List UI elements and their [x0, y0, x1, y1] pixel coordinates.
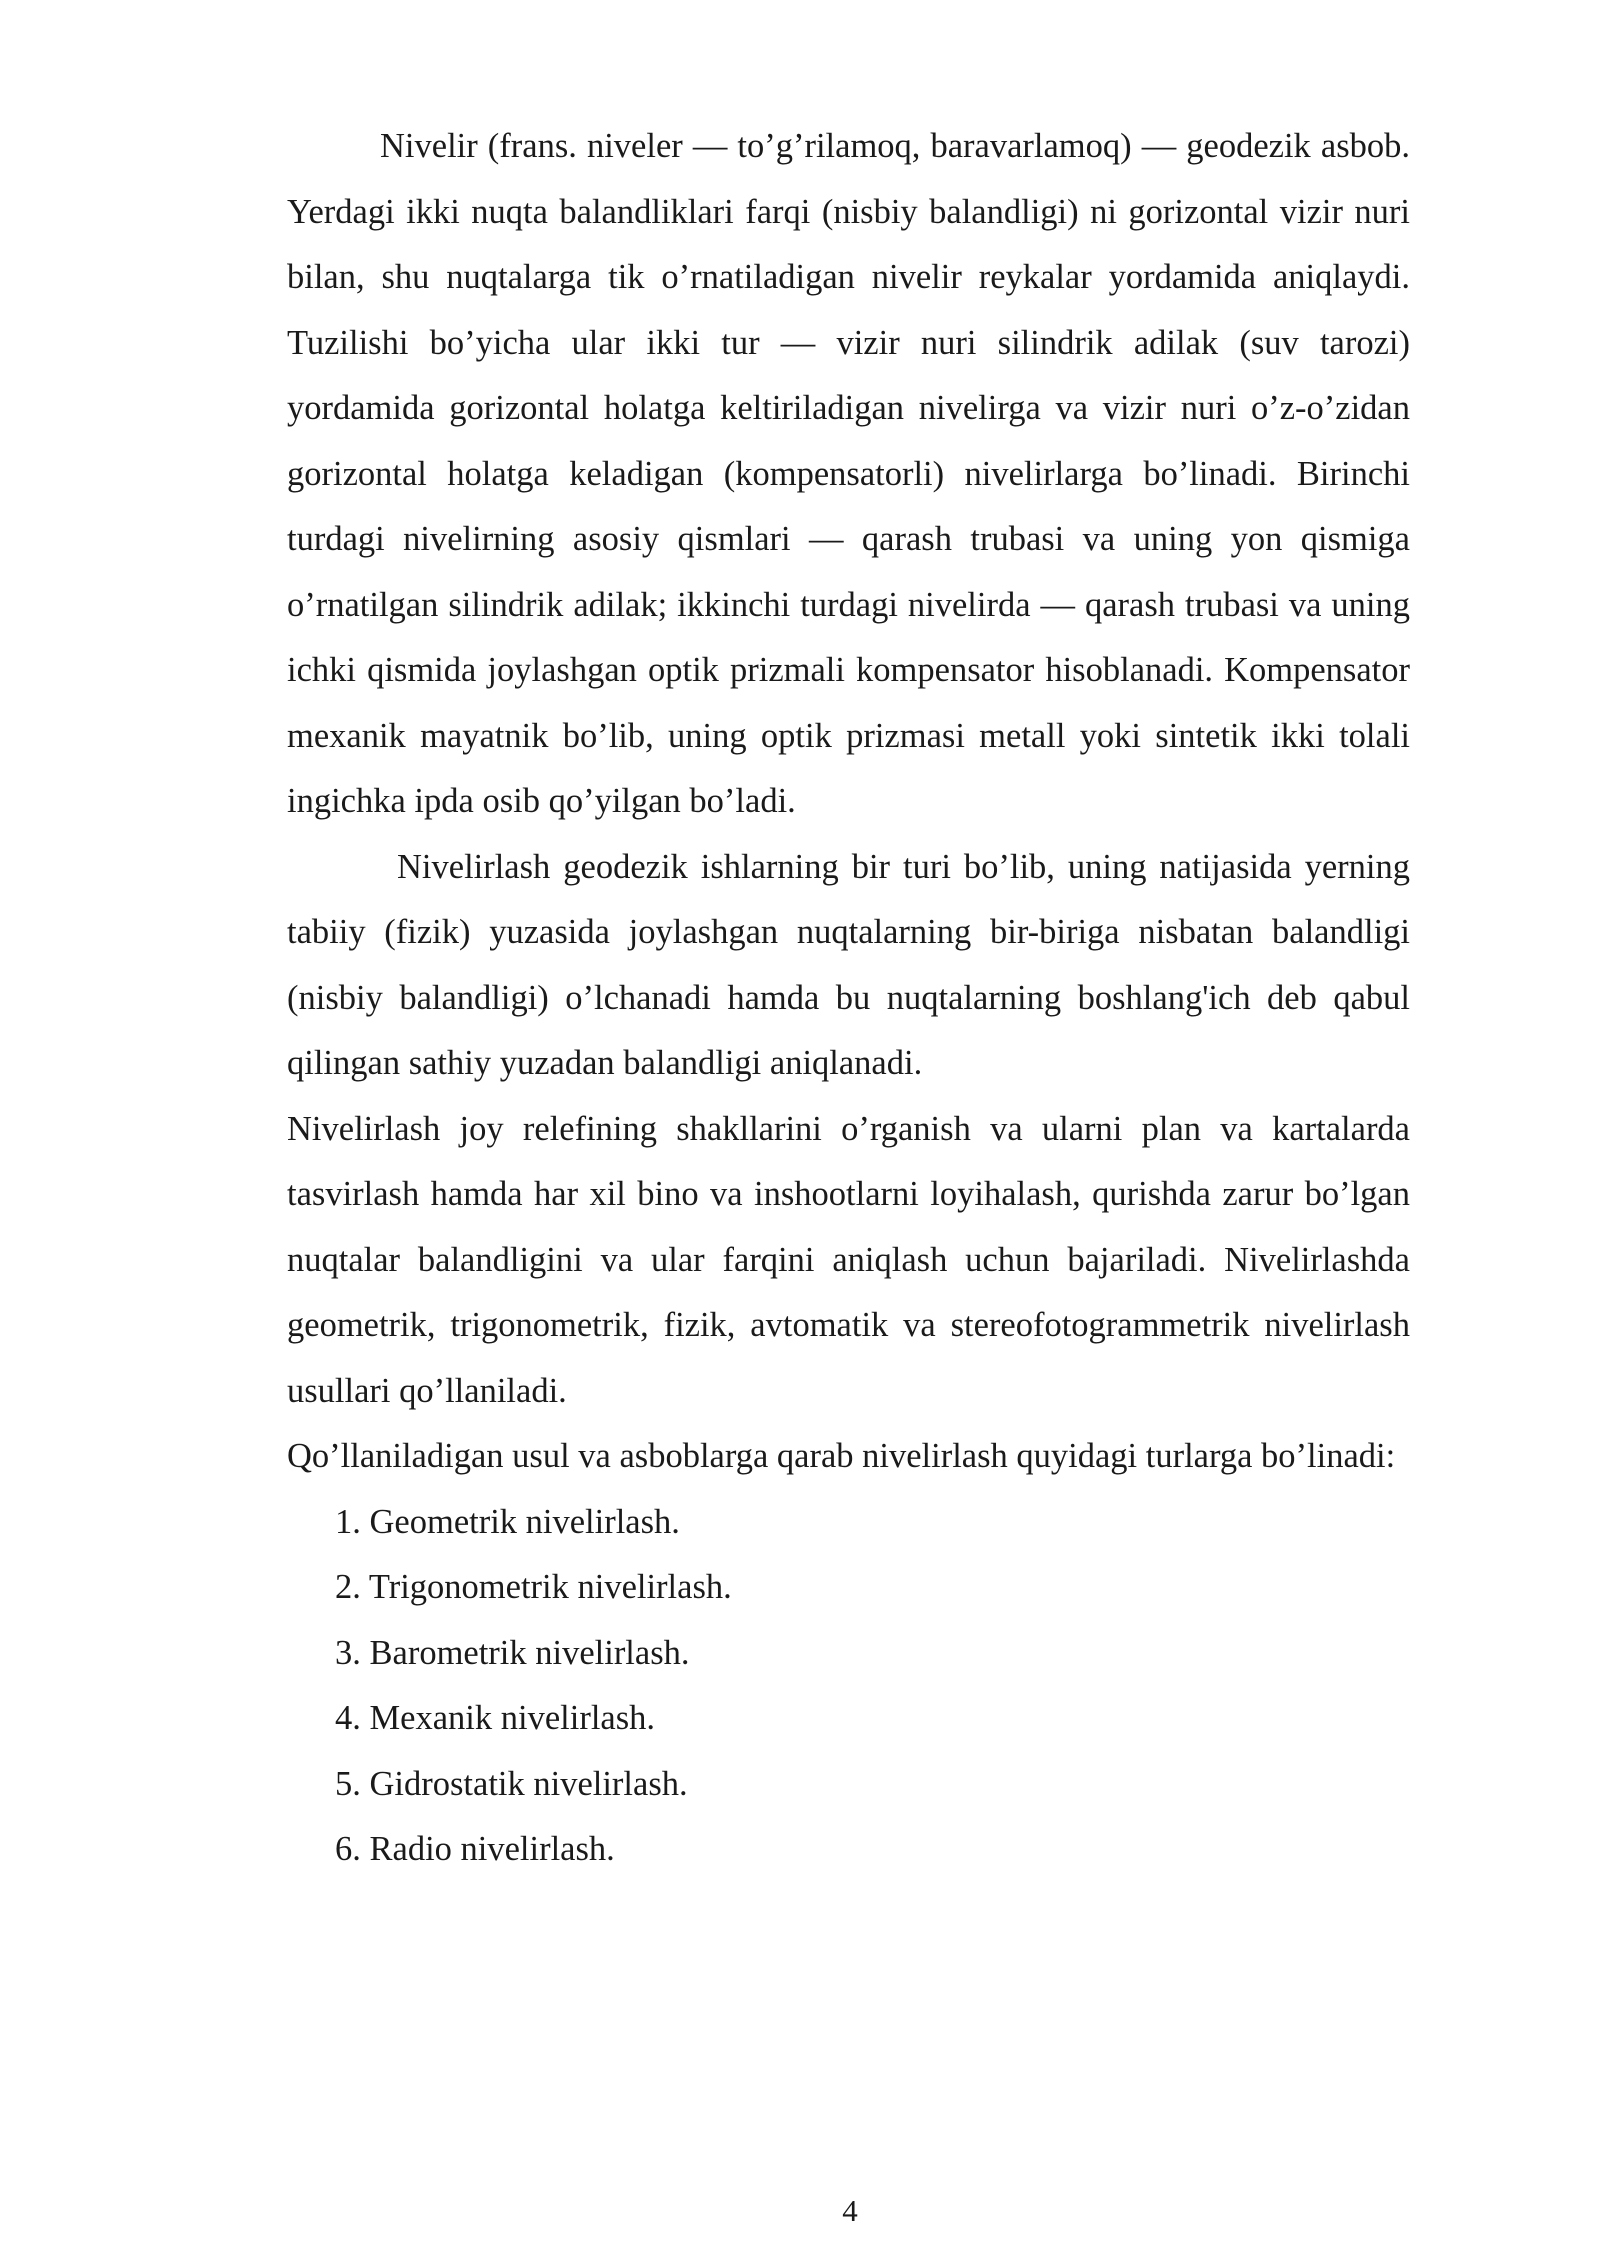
- paragraph-nivelirlash-purpose: Nivelirlash joy relefining shakllarini o’rganish va ularni plan va kartalarda tasvirlash hamda har xil bino va inshootlarni loyihalash, qurishda zarur bo’lgan nuqtalar balandligini va ular farqini aniqlash uchun bajariladi. Nivelirlashda geometrik, trigonometrik, fizik, avtomatik va stereofotogrammetrik nivelirlash usullari qo’llaniladi.: [287, 1109, 1410, 1410]
- list-item: 1. Geometrik nivelirlash.: [335, 1502, 680, 1541]
- types-list: [287, 1490, 1410, 1883]
- list-item: 6. Radio nivelirlash.: [335, 1830, 615, 1868]
- paragraph-types-intro: Qo’llaniladigan usul va asboblarga qarab nivelirlash quyidagi turlarga bo’linadi:: [287, 1437, 1396, 1475]
- list-item: 2. Trigonometrik nivelirlash.: [335, 1568, 732, 1606]
- page-body: [287, 114, 1410, 1883]
- list-item: 5. Gidrostatik nivelirlash.: [335, 1764, 688, 1803]
- paragraph-nivelir-definition: Nivelir (frans. niveler — to’g’rilamoq, baravarlamoq) — geodezik asbob. Yerdagi ikki nuqta balandliklari farqi (nisbiy balandligi) ni gorizontal vizir nuri bilan, shu nuqtalarga tik o’rnatiladigan nivelir reykalar yordamida aniqlaydi. Tuzilishi bo’yicha ular ikki tur — vizir nuri silindrik adilak (suv tarozi) yordamida gorizontal holatga keltiriladigan nivelirga va vizir nuri o’z-o’zidan gorizontal holatga keladigan (kompensatorli) nivelirlarga bo’linadi. Birinchi turdagi nivelirning asosiy qismlari — qarash trubasi va uning yon qismiga o’rnatilgan silindrik adilak; ikkinchi turdagi nivelirda — qarash trubasi va uning ichki qismida joylashgan optik prizmali kompensator hisoblanadi. Kompensator mexanik mayatnik bo’lib, uning optik prizmasi metall yoki sintetik ikki tolali ingichka ipda osib qo’yilgan bo’ladi.: [287, 127, 1410, 820]
- paragraph-nivelirlash-definition: Nivelirlash geodezik ishlarning bir turi bo’lib, uning natijasida yerning tabiiy (fizik) yuzasida joylashgan nuqtalarning bir-biriga nisbatan balandligi (nisbiy balandligi) o’lchanadi hamda bu nuqtalarning boshlang'ich deb qabul qilingan sathiy yuzadan balandligi aniqlanadi.: [287, 847, 1410, 1082]
- list-item: 4. Mexanik nivelirlash.: [335, 1699, 656, 1737]
- list-item: 3. Barometrik nivelirlash.: [335, 1633, 690, 1672]
- page-number: 4: [842, 2193, 858, 2228]
